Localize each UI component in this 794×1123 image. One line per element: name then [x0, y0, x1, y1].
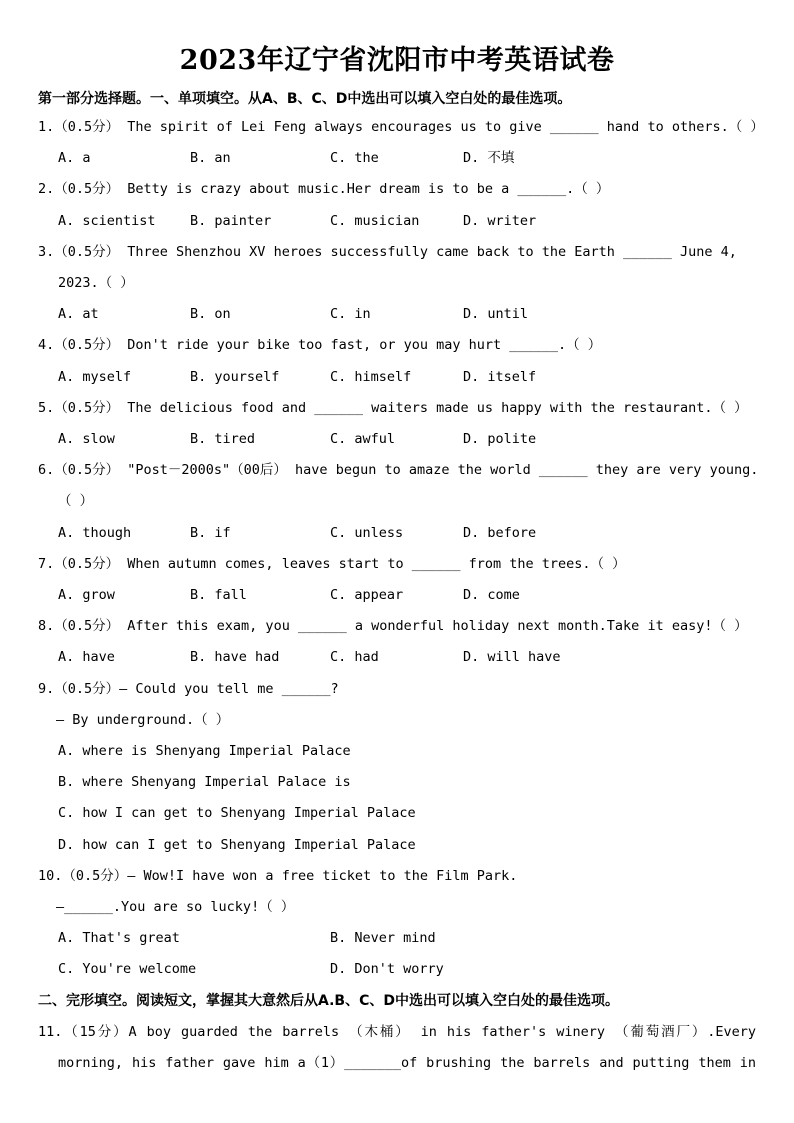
- question-10-stem: 10.（0.5分）— Wow!I have won a free ticket to the Film Park.: [38, 868, 518, 884]
- question-1-stem: 1.（0.5分） The spirit of Lei Feng always encourages us to give ______ hand to others.（ ）: [38, 119, 764, 135]
- question-10-options-row1: [58, 927, 788, 949]
- question-6-options: [58, 522, 788, 544]
- question-2-stem: 2.（0.5分） Betty is crazy about music.Her dream is to be a ______.（ ）: [38, 181, 610, 197]
- question-6-option-b[interactable]: B. if: [190, 525, 231, 541]
- question-2-option-d[interactable]: D. writer: [463, 213, 537, 229]
- question-7-option-b[interactable]: B. fall: [190, 587, 247, 603]
- question-9-stem-cont: — By underground.（ ）: [56, 712, 230, 728]
- question-6-option-a[interactable]: A. though: [58, 525, 132, 541]
- question-10-option-d[interactable]: D. Don't worry: [330, 961, 444, 977]
- question-5-option-d[interactable]: D. polite: [463, 431, 537, 447]
- question-9-option-c[interactable]: C. how I can get to Shenyang Imperial Palace: [58, 805, 416, 821]
- question-5-option-a[interactable]: A. slow: [58, 431, 115, 447]
- question-4-option-a[interactable]: A. myself: [58, 369, 132, 385]
- question-7-stem: 7.（0.5分） When autumn comes, leaves start to ______ from the trees.（ ）: [38, 556, 626, 572]
- question-5-option-c[interactable]: C. awful: [330, 431, 396, 447]
- question-6-stem: 6.（0.5分） "Post－2000s"（00后） have begun to amaze the world ______ they are very young.: [38, 462, 759, 478]
- question-3-stem-cont: 2023.（ ）: [58, 275, 134, 291]
- question-7-option-a[interactable]: A. grow: [58, 587, 115, 603]
- question-6-option-d[interactable]: D. before: [463, 525, 537, 541]
- question-1-options: [58, 147, 788, 169]
- question-10-stem-cont: —______.You are so lucky!（ ）: [56, 899, 295, 915]
- question-7-options: [58, 584, 788, 606]
- page-title: 2023年辽宁省沈阳市中考英语试卷: [179, 45, 615, 76]
- question-1-option-c[interactable]: C. the: [330, 150, 379, 166]
- question-2-option-b[interactable]: B. painter: [190, 213, 272, 229]
- question-3-option-d[interactable]: D. until: [463, 306, 529, 322]
- question-3-option-b[interactable]: B. on: [190, 306, 231, 322]
- question-5-stem: 5.（0.5分） The delicious food and ______ waiters made us happy with the restaurant.（ ）: [38, 400, 748, 416]
- question-2-option-a[interactable]: A. scientist: [58, 213, 156, 229]
- question-3-option-a[interactable]: A. at: [58, 306, 99, 322]
- question-10-option-b[interactable]: B. Never mind: [330, 930, 436, 946]
- question-7-option-d[interactable]: D. come: [463, 587, 520, 603]
- question-9-option-a[interactable]: A. where is Shenyang Imperial Palace: [58, 743, 351, 759]
- question-1-option-d[interactable]: D. 不填: [463, 150, 515, 166]
- question-4-options: [58, 366, 788, 388]
- part1-heading: 第一部分选择题。一、单项填空。从A、B、C、D中选出可以填入空白处的最佳选项。: [38, 91, 572, 107]
- question-6-stem-cont: （ ）: [58, 493, 94, 509]
- question-9-stem: 9.（0.5分）— Could you tell me ______?: [38, 681, 339, 697]
- question-10-options-row2: [58, 958, 788, 980]
- part2-heading: 二、完形填空。阅读短文，掌握其大意然后从A.B、C、D中选出可以填入空白处的最佳选项。: [38, 993, 619, 1009]
- question-6-option-c[interactable]: C. unless: [330, 525, 404, 541]
- question-5-option-b[interactable]: B. tired: [190, 431, 256, 447]
- question-8-stem: 8.（0.5分） After this exam, you ______ a wonderful holiday next month.Take it easy!（ ）: [38, 618, 748, 634]
- question-9-option-b[interactable]: B. where Shenyang Imperial Palace is: [58, 774, 351, 790]
- question-8-option-b[interactable]: B. have had: [190, 649, 280, 665]
- question-3-options: [58, 303, 788, 325]
- question-11-line-2: morning, his father gave him a（1）_______of brushing the barrels and putting them in: [58, 1055, 756, 1071]
- question-10-option-c[interactable]: C. You're welcome: [58, 961, 197, 977]
- question-4-option-d[interactable]: D. itself: [463, 369, 537, 385]
- question-7-option-c[interactable]: C. appear: [330, 587, 404, 603]
- question-8-options: [58, 646, 788, 668]
- question-8-option-a[interactable]: A. have: [58, 649, 115, 665]
- question-1-option-a[interactable]: A. a: [58, 150, 91, 166]
- question-8-option-c[interactable]: C. had: [330, 649, 379, 665]
- question-2-options: [58, 210, 788, 232]
- question-8-option-d[interactable]: D. will have: [463, 649, 561, 665]
- question-5-options: [58, 428, 788, 450]
- question-4-option-c[interactable]: C. himself: [330, 369, 412, 385]
- question-10-option-a[interactable]: A. That's great: [58, 930, 180, 946]
- question-11-line-1: 11.（15分）A boy guarded the barrels （木桶） in his father's winery （葡萄酒厂）.Every: [38, 1024, 756, 1040]
- question-9-option-d[interactable]: D. how can I get to Shenyang Imperial Palace: [58, 837, 416, 853]
- question-1-option-b[interactable]: B. an: [190, 150, 231, 166]
- question-4-stem: 4.（0.5分） Don't ride your bike too fast, or you may hurt ______.（ ）: [38, 337, 602, 353]
- question-2-option-c[interactable]: C. musician: [330, 213, 420, 229]
- question-3-stem: 3.（0.5分） Three Shenzhou XV heroes successfully came back to the Earth ______ June 4,: [38, 244, 737, 260]
- question-4-option-b[interactable]: B. yourself: [190, 369, 280, 385]
- question-3-option-c[interactable]: C. in: [330, 306, 371, 322]
